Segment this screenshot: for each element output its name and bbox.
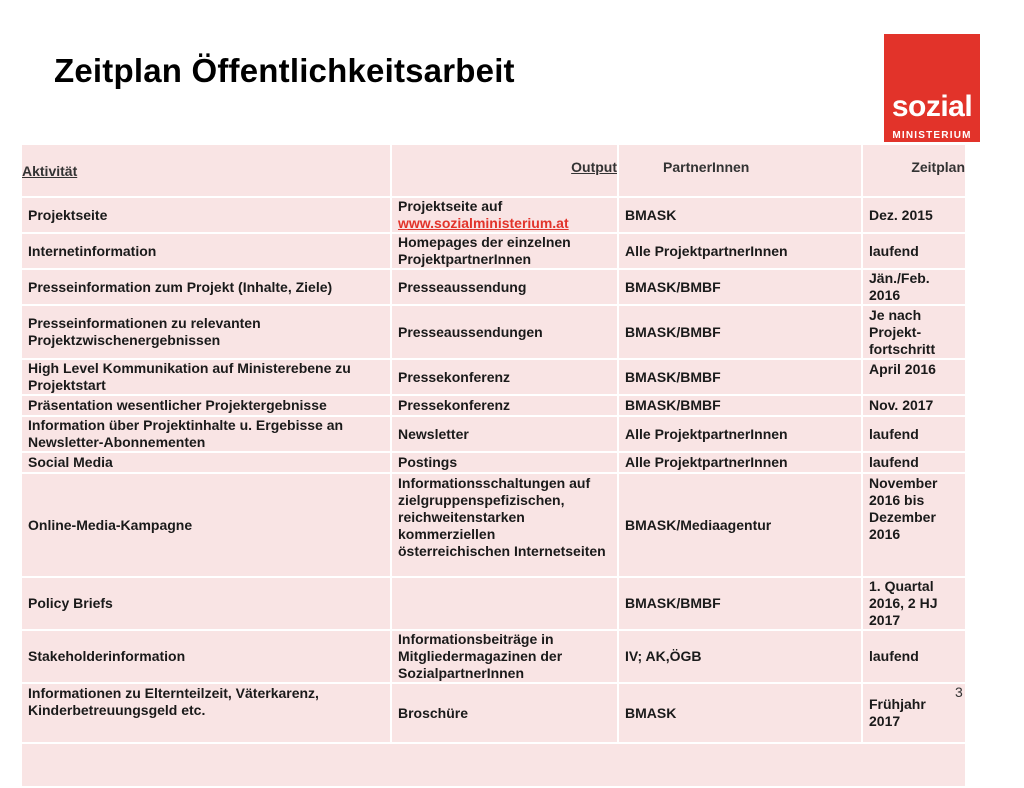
schedule-table: [20, 143, 967, 788]
cell-output: Pressekonferenz: [391, 359, 618, 395]
table-header-row: [21, 144, 966, 197]
cell-schedule: laufend: [862, 416, 966, 452]
cell-activity: Informationen zu Elternteilzeit, Väterkarenz, Kinderbetreuungsgeld etc.: [21, 683, 391, 743]
cell-schedule: Jän./Feb. 2016: [862, 269, 966, 305]
cell-output: Newsletter: [391, 416, 618, 452]
table-row: [21, 395, 966, 416]
cell-activity: Presseinformation zum Projekt (Inhalte, Ziele): [21, 269, 391, 305]
table-row: [21, 683, 966, 743]
cell-output: [391, 197, 618, 233]
cell-partners: BMASK/BMBF: [618, 305, 862, 359]
cell-output: Pressekonferenz: [391, 395, 618, 416]
website-link[interactable]: www.sozialministerium.at: [398, 215, 569, 231]
cell-activity: Internetinformation: [21, 233, 391, 269]
cell-activity: Stakeholderinformation: [21, 630, 391, 683]
cell-output: Postings: [391, 452, 618, 473]
table-row: [21, 630, 966, 683]
header-activity: Aktivität: [21, 144, 391, 197]
table-row: [21, 269, 966, 305]
cell-activity: Projektseite: [21, 197, 391, 233]
cell-schedule: laufend: [862, 452, 966, 473]
cell-partners: BMASK: [618, 197, 862, 233]
cell-partners: BMASK/BMBF: [618, 395, 862, 416]
cell-activity: Social Media: [21, 452, 391, 473]
table-row-empty: [21, 743, 966, 787]
cell-output: Informationsbeiträge in Mitgliedermagazinen der SozialpartnerInnen: [391, 630, 618, 683]
cell-output: [391, 577, 618, 630]
cell-partners: BMASK/BMBF: [618, 577, 862, 630]
cell-output: Informationsschaltungen auf zielgruppenspefizischen, reichweitenstarken kommerziellen österreichischen Internetseiten: [391, 473, 618, 577]
cell-partners: IV; AK,ÖGB: [618, 630, 862, 683]
cell-schedule: laufend: [862, 630, 966, 683]
cell-schedule: April 2016: [862, 359, 966, 395]
cell-partners: Alle ProjektpartnerInnen: [618, 233, 862, 269]
table-row: [21, 305, 966, 359]
cell-activity: Presseinformationen zu relevanten Projektzwischenergebnissen: [21, 305, 391, 359]
cell-schedule: Nov. 2017: [862, 395, 966, 416]
cell-activity: High Level Kommunikation auf Ministerebene zu Projektstart: [21, 359, 391, 395]
table-row: [21, 233, 966, 269]
page-number: 3: [955, 684, 963, 700]
logo-subtitle: MINISTERIUM: [892, 130, 972, 141]
cell-schedule: Je nach Projekt-fortschritt: [862, 305, 966, 359]
cell-partners: BMASK: [618, 683, 862, 743]
cell-partners: BMASK/BMBF: [618, 269, 862, 305]
cell-output: Presseaussendung: [391, 269, 618, 305]
table-row: [21, 577, 966, 630]
cell-activity: Präsentation wesentlicher Projektergebnisse: [21, 395, 391, 416]
header-schedule: Zeitplan: [862, 144, 966, 197]
cell-partners: Alle ProjektpartnerInnen: [618, 452, 862, 473]
header-partners: PartnerInnen: [618, 144, 862, 197]
schedule-table-container: [20, 143, 963, 788]
cell-schedule: Dez. 2015: [862, 197, 966, 233]
page-title: Zeitplan Öffentlichkeitsarbeit: [54, 52, 515, 89]
cell-output-text: Projektseite auf: [398, 198, 503, 214]
sozialministerium-logo: [884, 34, 980, 142]
cell-schedule: 1. Quartal 2016, 2 HJ 2017: [862, 577, 966, 630]
cell-activity: Policy Briefs: [21, 577, 391, 630]
cell-output: Presseaussendungen: [391, 305, 618, 359]
table-row: [21, 452, 966, 473]
table-row: [21, 197, 966, 233]
header-output: Output: [391, 144, 618, 197]
cell-schedule: November 2016 bis Dezember 2016: [862, 473, 966, 577]
cell-schedule: Frühjahr 2017: [862, 683, 966, 743]
table-row: [21, 359, 966, 395]
cell-output: Homepages der einzelnen ProjektpartnerInnen: [391, 233, 618, 269]
table-row: [21, 416, 966, 452]
cell-schedule: laufend: [862, 233, 966, 269]
cell-activity: Information über Projektinhalte u. Ergebisse an Newsletter-Abonnementen: [21, 416, 391, 452]
table-row: [21, 473, 966, 577]
cell-partners: BMASK/Mediaagentur: [618, 473, 862, 577]
logo-wordmark: sozial: [891, 90, 973, 123]
empty-cell: [21, 743, 966, 787]
cell-partners: Alle ProjektpartnerInnen: [618, 416, 862, 452]
cell-partners: BMASK/BMBF: [618, 359, 862, 395]
cell-activity: Online-Media-Kampagne: [21, 473, 391, 577]
cell-output: Broschüre: [391, 683, 618, 743]
